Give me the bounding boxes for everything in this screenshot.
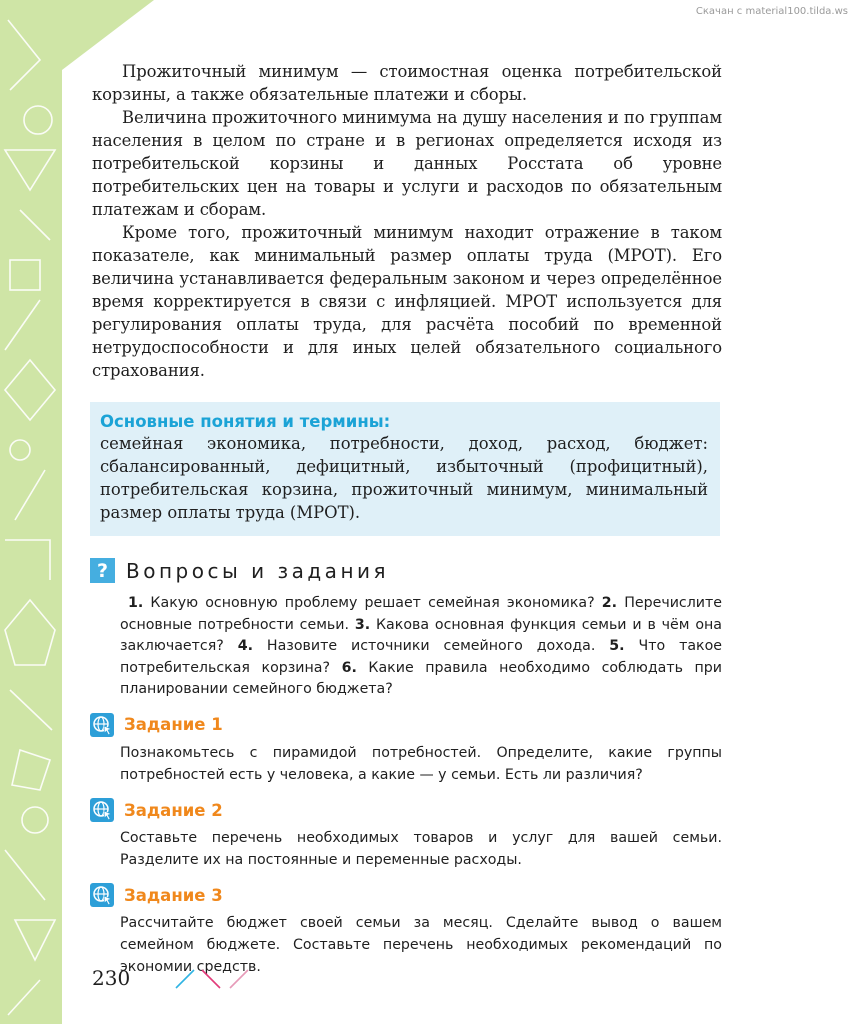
task-1 [92, 713, 722, 786]
geometric-pattern [0, 0, 62, 1024]
questions-title: Вопросы и задания [126, 558, 390, 583]
globe-cursor-icon [90, 883, 114, 907]
page-content [92, 60, 722, 978]
task-1-header [90, 713, 722, 737]
watermark: Скачан с material100.tilda.ws [695, 6, 848, 17]
question-1-text: Какую основную проблему решает семейная экономика? [150, 595, 595, 611]
page-number: 230 [92, 966, 131, 990]
question-6-number: 6. [341, 659, 357, 676]
task-2 [92, 798, 722, 871]
task-2-header [90, 798, 722, 822]
key-terms-box [90, 402, 720, 536]
task-3-title: Задание 3 [124, 885, 223, 905]
decorative-slashes [172, 968, 262, 990]
question-4-number: 4. [237, 638, 253, 655]
question-5-number: 5. [609, 638, 625, 655]
paragraph-2: Величина прожиточного минимума на душу населения и по группам населения в целом по стране и в регионах определяется исходя из потребительской корзины и данных Росстата об уровне потребительских цен на товары и услуги и расходов по обязательным платежам и сборам. [92, 108, 722, 219]
globe-cursor-icon [90, 798, 114, 822]
question-6-text: Какие правила необходимо соблюдать при планировании семейного бюджета? [120, 659, 722, 698]
question-mark-icon: ? [90, 558, 115, 583]
task-1-title: Задание 1 [124, 715, 223, 735]
key-terms-text: семейная экономика, потребности, доход, расход, бюджет: сбалансированный, дефицитный, избыточный (профицитный), потребительская корзина, прожиточный минимум, минимальный размер оплаты труда (МРОТ). [100, 434, 708, 522]
task-3-header [90, 883, 722, 907]
key-terms-title: Основные понятия и термины: [100, 412, 391, 431]
paragraph-3: Кроме того, прожиточный минимум находит отражение в таком показателе, как минимальный размер оплаты труда (МРОТ). Его величина устанавливается федеральным законом и через определённое время корректируется в связи с инфляцией. МРОТ используется для регулирования оплаты труда, для расчёта пособий по временной нетрудоспособности и для иных целей обязательного социального страхования. [92, 223, 722, 380]
task-3 [92, 883, 722, 978]
task-2-text: Составьте перечень необходимых товаров и услуг для вашей семьи. Разделите их на постоянные и переменные расходы. [120, 830, 722, 868]
question-2-number: 2. [601, 595, 618, 611]
decorative-side-band [0, 0, 62, 1024]
question-3-number: 3. [354, 616, 371, 633]
question-3-text: Какова основная функция семьи и в чём она заключается? [120, 616, 722, 655]
paragraph-1: Прожиточный минимум — стоимостная оценка потребительской корзины, а также обязательные платежи и сборы. [92, 62, 722, 104]
task-2-title: Задание 2 [124, 800, 223, 820]
question-4-text: Назовите источники семейного дохода. [266, 638, 596, 655]
question-2-text: Перечислите основные потребности семьи. [120, 595, 723, 633]
task-1-text: Познакомьтесь с пирамидой потребностей. Определите, какие группы потребностей есть у человека, а какие — у семьи. Есть ли различия? [120, 744, 722, 783]
task-3-text: Рассчитайте бюджет своей семьи за месяц. Сделайте вывод о вашем семейном бюджете. Составьте перечень необходимых рекомендаций по экономии средств. [120, 915, 722, 975]
question-5-text: Что такое потребительская корзина? [120, 638, 723, 676]
questions-list [92, 593, 722, 701]
globe-cursor-icon [90, 713, 114, 737]
questions-header [90, 558, 722, 583]
question-1-number: 1. [128, 595, 144, 611]
